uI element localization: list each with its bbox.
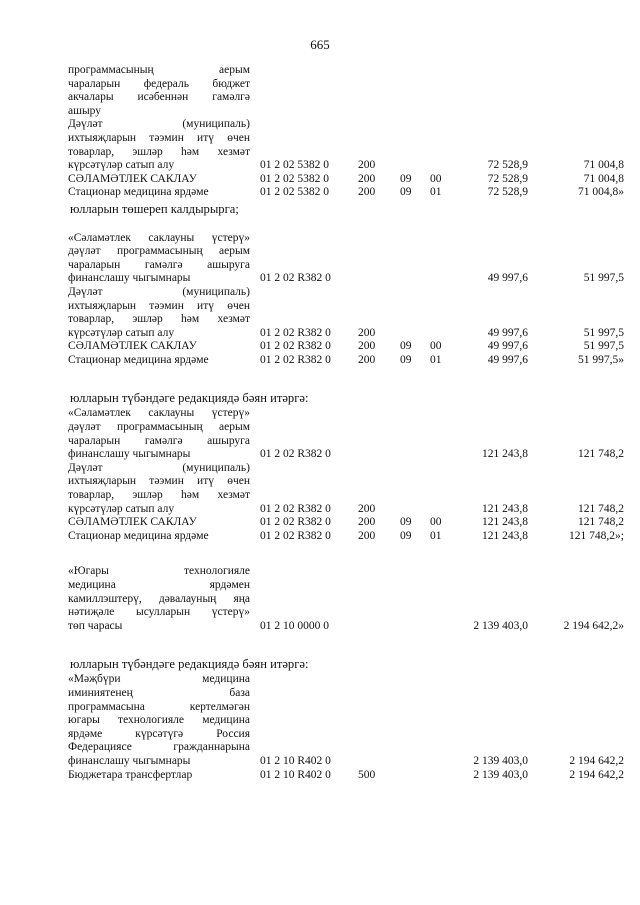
amount-year1-cell: 121 243,8 (482, 448, 528, 461)
table-row (0, 769, 640, 783)
amount-year2-cell: 71 004,8 (583, 159, 624, 172)
table-row (0, 313, 640, 327)
table-row (0, 259, 640, 273)
section-cell: 09 (400, 353, 412, 366)
row-label: СӘЛАМӘТЛЕК САКЛАУ (68, 516, 197, 529)
subsection-cell: 00 (430, 516, 442, 529)
row-label: товарлар, эшләр һәм хезмәт (68, 313, 250, 326)
table-row (0, 132, 640, 146)
amount-year2-cell: 2 194 642,2 (569, 754, 624, 767)
row-label: Стационар медицина ярдәме (68, 353, 209, 366)
row-label: «Сәламәтлек саклауны үстерү» (68, 231, 250, 244)
subsection-cell: 01 (430, 186, 442, 199)
table-row (0, 173, 640, 187)
subsection-cell: 00 (430, 172, 442, 185)
amount-year2-cell: 2 194 642,2 (569, 768, 624, 781)
instruction-heading: юлларын түбәндәге редакциядә бәян итәргә: (70, 391, 309, 406)
target-article-cell: 01 2 02 R382 0 (260, 272, 331, 285)
row-label: күрсәтүләр сатып алу (68, 159, 175, 172)
row-label: финанслашу чыгымнары (68, 754, 191, 767)
instruction-heading: юлларын төшереп калдырырга; (70, 201, 239, 216)
target-article-cell: 01 2 02 R382 0 (260, 326, 331, 339)
amount-year2-cell: 2 194 642,2» (563, 619, 624, 632)
row-label: СӘЛАМӘТЛЕК САКЛАУ (68, 172, 197, 185)
row-label: товарлар, эшләр һәм хезмәт (68, 489, 250, 502)
table-row (0, 159, 640, 173)
amount-year2-cell: 121 748,2 (578, 448, 624, 461)
target-article-cell: 01 2 02 R382 0 (260, 516, 331, 529)
amount-year1-cell: 121 243,8 (482, 502, 528, 515)
section-cell: 09 (400, 529, 412, 542)
expense-type-cell: 200 (358, 502, 376, 515)
section-gap (0, 367, 640, 389)
amount-year1-cell: 121 243,8 (482, 529, 528, 542)
amount-year2-cell: 121 748,2»; (569, 529, 624, 542)
row-label: нәтиҗәле ысулларын үстерү» (68, 606, 250, 619)
table-row (0, 755, 640, 769)
target-article-cell: 01 2 02 R382 0 (260, 353, 331, 366)
row-label: чараларын гамәлгә ашыруга (68, 258, 250, 271)
row-label: дәүләт программасының аерым (68, 421, 250, 434)
expense-type-cell: 200 (358, 326, 376, 339)
section-cell: 09 (400, 516, 412, 529)
table-row (0, 462, 640, 476)
table-row (0, 232, 640, 246)
amount-year1-cell: 72 528,9 (487, 159, 528, 172)
subsection-cell: 01 (430, 353, 442, 366)
row-label: Дәүләт (муниципаль) (68, 118, 250, 131)
table-row (0, 245, 640, 259)
table-row (0, 606, 640, 620)
table-row (0, 435, 640, 449)
table-row (0, 565, 640, 579)
table-row (0, 118, 640, 132)
table-row (0, 300, 640, 314)
row-label: чараларын гамәлгә ашыруга (68, 434, 250, 447)
row-label: финанслашу чыгымнары (68, 272, 191, 285)
row-label: программасының аерым (68, 64, 250, 76)
expense-type-cell: 200 (358, 186, 376, 199)
table-row (0, 728, 640, 742)
row-label: Стационар медицина ярдәме (68, 529, 209, 542)
row-label: Федерациясе гражданнарына (68, 741, 250, 754)
target-article-cell: 01 2 02 5382 0 (260, 172, 329, 185)
target-article-cell: 01 2 02 5382 0 (260, 186, 329, 199)
table-row (0, 340, 640, 354)
expense-type-cell: 200 (358, 529, 376, 542)
amount-year1-cell: 49 997,6 (487, 340, 528, 353)
expense-type-cell: 200 (358, 159, 376, 172)
target-article-cell: 01 2 10 R402 0 (260, 754, 331, 767)
row-label: күрсәтүләр сатып алу (68, 502, 175, 515)
table-row (0, 218, 640, 232)
row-label: төп чарасы (68, 619, 123, 632)
table-row (0, 741, 640, 755)
table-row (0, 146, 640, 160)
amount-year2-cell: 71 004,8» (578, 186, 624, 199)
row-label: чараларын федераль бюджет (68, 77, 250, 90)
expense-type-cell: 200 (358, 353, 376, 366)
row-label: Дәүләт (муниципаль) (68, 285, 250, 298)
row-label: финанслашу чыгымнары (68, 448, 191, 461)
expense-type-cell: 200 (358, 172, 376, 185)
table-row (0, 579, 640, 593)
amount-year2-cell: 51 997,5» (578, 353, 624, 366)
target-article-cell: 01 2 02 R382 0 (260, 529, 331, 542)
instruction-heading: юлларын түбәндәге редакциядә бәян итәргә: (70, 657, 309, 672)
amount-year2-cell: 71 004,8 (583, 172, 624, 185)
row-label: камиллэштерү, дәвалауның яңа (68, 592, 250, 605)
amount-year1-cell: 121 243,8 (482, 516, 528, 529)
amount-year2-cell: 51 997,5 (583, 340, 624, 353)
target-article-cell: 01 2 02 5382 0 (260, 159, 329, 172)
table-row (0, 701, 640, 715)
table-row (0, 327, 640, 341)
table-row (0, 105, 640, 119)
amount-year2-cell: 51 997,5 (583, 272, 624, 285)
amount-year2-cell: 121 748,2 (578, 502, 624, 515)
budget-table (0, 64, 640, 782)
table-row (0, 286, 640, 300)
expense-type-cell: 200 (358, 340, 376, 353)
target-article-cell: 01 2 02 R382 0 (260, 340, 331, 353)
row-label: ихтыяҗларын тәэмин итү өчен (68, 299, 250, 312)
table-row (0, 503, 640, 517)
amount-year1-cell: 49 997,6 (487, 353, 528, 366)
table-row (0, 354, 640, 368)
table-row (0, 91, 640, 105)
row-label: иминиятенең база (68, 686, 250, 699)
page-number: 665 (310, 37, 330, 52)
section-gap (0, 633, 640, 655)
target-article-cell: 01 2 10 R402 0 (260, 768, 331, 781)
amount-year2-cell: 51 997,5 (583, 326, 624, 339)
row-label: ихтыяҗларын тәэмин итү өчен (68, 475, 250, 488)
target-article-cell: 01 2 02 R382 0 (260, 448, 331, 461)
row-label: ихтыяҗларын тәэмин итү өчен (68, 131, 250, 144)
amount-year1-cell: 2 139 403,0 (473, 768, 528, 781)
row-label: медицина ярдәмен (68, 579, 250, 591)
row-label: «Сәламәтлек саклауны үстерү» (68, 407, 250, 420)
row-label: югары технологияле медицина (68, 714, 250, 727)
table-row (0, 272, 640, 286)
amount-year2-cell: 121 748,2 (578, 516, 624, 529)
section-cell: 09 (400, 186, 412, 199)
row-label: ашыру (68, 104, 102, 117)
row-label: «Югары технологияле (68, 565, 250, 578)
table-row (0, 64, 640, 78)
expense-type-cell: 500 (358, 768, 376, 781)
subsection-cell: 00 (430, 340, 442, 353)
row-label: программасына кертелмәгән (68, 700, 250, 713)
row-label: күрсәтүләр сатып алу (68, 326, 175, 339)
table-row (0, 516, 640, 530)
table-row (0, 714, 640, 728)
row-label: Стационар медицина ярдәме (68, 186, 209, 199)
target-article-cell: 01 2 02 R382 0 (260, 502, 331, 515)
table-row (0, 673, 640, 687)
table-row (0, 407, 640, 421)
row-label: дәүләт программасының аерым (68, 245, 250, 258)
row-label: ярдәме күрсәтүгә Россия (68, 727, 250, 740)
row-label: СӘЛАМӘТЛЕК САКЛАУ (68, 340, 197, 353)
row-label: товарлар, эшләр һәм хезмәт (68, 145, 250, 158)
table-row (0, 421, 640, 435)
table-row (0, 448, 640, 462)
table-row (0, 687, 640, 701)
row-label: Дәүләт (муниципаль) (68, 461, 250, 474)
amount-year1-cell: 72 528,9 (487, 172, 528, 185)
table-row (0, 620, 640, 634)
amount-year1-cell: 49 997,6 (487, 272, 528, 285)
expense-type-cell: 200 (358, 516, 376, 529)
table-row (0, 186, 640, 200)
amount-year1-cell: 49 997,6 (487, 326, 528, 339)
table-row (0, 530, 640, 544)
table-row (0, 78, 640, 92)
row-label: «Мәҗбүри медицина (68, 673, 250, 686)
row-label: Бюджетара трансфертлар (68, 768, 193, 781)
table-row (0, 489, 640, 503)
row-label: акчалары исәбеннән гамәлгә (68, 91, 250, 104)
table-row (0, 475, 640, 489)
amount-year1-cell: 2 139 403,0 (473, 619, 528, 632)
section-cell: 09 (400, 340, 412, 353)
target-article-cell: 01 2 10 0000 0 (260, 619, 329, 632)
section-cell: 09 (400, 172, 412, 185)
table-row (0, 593, 640, 607)
subsection-cell: 01 (430, 529, 442, 542)
amount-year1-cell: 72 528,9 (487, 186, 528, 199)
section-gap (0, 543, 640, 565)
amount-year1-cell: 2 139 403,0 (473, 754, 528, 767)
